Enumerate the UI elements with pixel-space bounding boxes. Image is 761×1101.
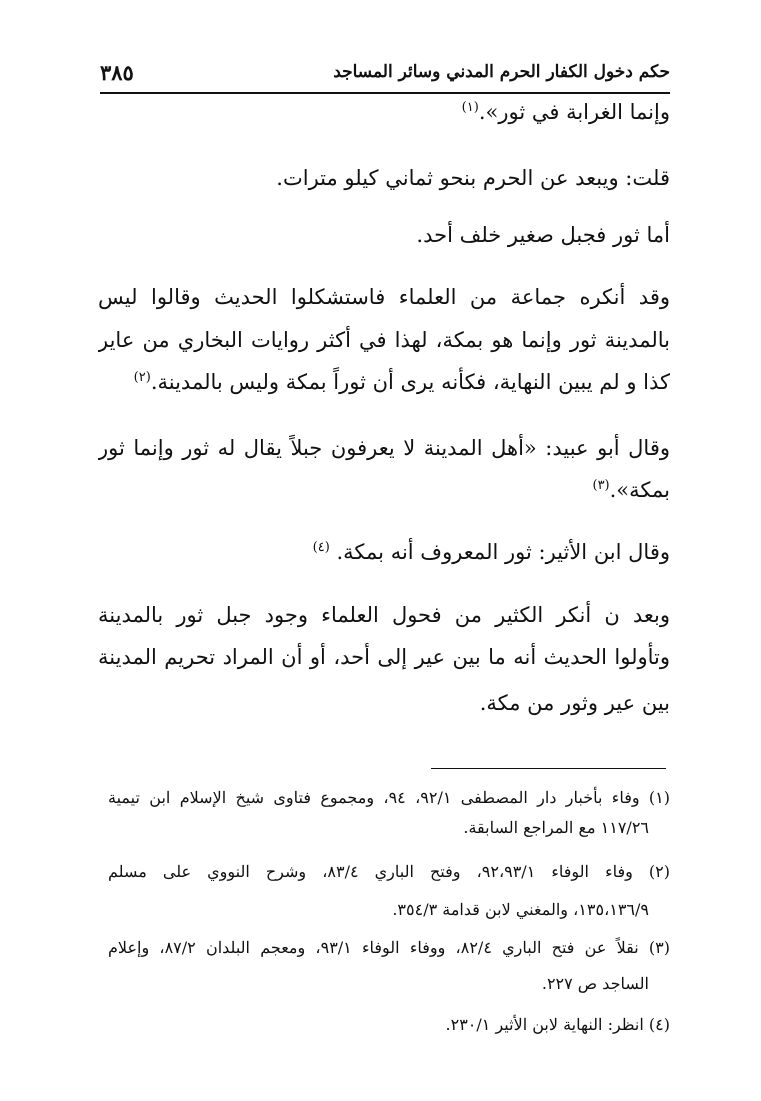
footnote-ref: (١) <box>461 100 479 115</box>
footnote-rule <box>431 768 666 769</box>
body-line-text: وقال أبو عبيد: «أهل المدينة لا يعرفون جبلاً يقال له ثور وإنما ثور <box>98 436 670 460</box>
body-line-text: وتأولوا الحديث أنه ما بين عير إلى أحد، أو أن المراد تحريم المدينة <box>98 645 670 669</box>
footnote-ref: (٤) <box>312 540 330 555</box>
body-line <box>480 688 670 718</box>
body-line-text: وإنما الغرابة في ثور». <box>478 100 670 124</box>
footnote-text: (٤) انظر: النهاية لابن الأثير ٢٣٠/١. <box>445 1015 670 1034</box>
footnote-line <box>463 815 649 841</box>
footnote-line <box>542 971 649 997</box>
body-line-text: بمكة». <box>609 478 670 502</box>
body-line <box>416 220 670 250</box>
footnote-text: (١) وفاء بأخبار دار المصطفى ٩٢/١، ٩٤، ومجموع فتاوى شيخ الإسلام ابن تيمية <box>108 788 670 807</box>
body-line-text: وبعد ن أنكر الكثير من فحول العلماء وجود جبل ثور بالمدينة <box>98 603 670 627</box>
running-title: حكم دخول الكفار الحرم المدني وسائر المساجد <box>333 62 670 82</box>
body-line-text: وقد أنكره جماعة من العلماء فاستشكلوا الحديث وقالوا ليس <box>98 285 670 309</box>
footnote-text: ١٣٥،١٣٦/٩، والمغني لابن قدامة ٣٥٤/٣. <box>392 900 649 919</box>
footnote-line <box>108 859 670 887</box>
body-line <box>276 163 670 193</box>
footnote-line <box>108 785 670 813</box>
footnote-line <box>108 935 670 963</box>
body-line <box>462 97 670 127</box>
body-line-text: كذا و لم يبين النهاية، فكأنه يرى أن ثوراً بمكة وليس بالمدينة. <box>150 370 670 394</box>
page-number: ٣٨٥ <box>100 60 134 85</box>
running-header <box>100 62 670 92</box>
footnote-text: (٢) وفاء الوفاء ٩٢،٩٣/١، وفتح الباري ٨٣/٤، وشرح النووي على مسلم <box>108 862 670 881</box>
footnote-line <box>446 1012 670 1038</box>
footnote-text: ١١٧/٢٦ مع المراجع السابقة. <box>463 818 649 837</box>
body-line <box>134 367 670 397</box>
body-line <box>98 282 670 314</box>
body-line-text: أما ثور فجبل صغير خلف أحد. <box>416 223 670 247</box>
header-rule <box>100 92 670 94</box>
body-line <box>98 600 670 632</box>
body-line-text: بين عير وثور من مكة. <box>479 691 670 715</box>
body-line-text: قلت: ويبعد عن الحرم بنحو ثماني كيلو مترات. <box>276 166 670 190</box>
footnote-text: (٣) نقلاً عن فتح الباري ٨٢/٤، ووفاء الوفاء ٩٣/١، ومعجم البلدان ٨٧/٢، وإعلام <box>108 938 670 957</box>
footnote-ref: (٣) <box>592 478 610 493</box>
body-line <box>98 642 670 674</box>
body-line <box>98 325 670 357</box>
footnote-line <box>392 897 649 923</box>
footnote-ref: (٢) <box>133 370 151 385</box>
body-line-text: بالمدينة ثور وإنما هو بمكة، لهذا في أكثر روايات البخاري من عاير <box>98 328 670 352</box>
body-line <box>98 433 670 465</box>
body-line-text: وقال ابن الأثير: ثور المعروف أنه بمكة. <box>336 540 670 564</box>
body-line <box>592 475 670 505</box>
footnote-text: الساجد ص ٢٢٧. <box>541 974 649 993</box>
body-line <box>313 537 670 567</box>
